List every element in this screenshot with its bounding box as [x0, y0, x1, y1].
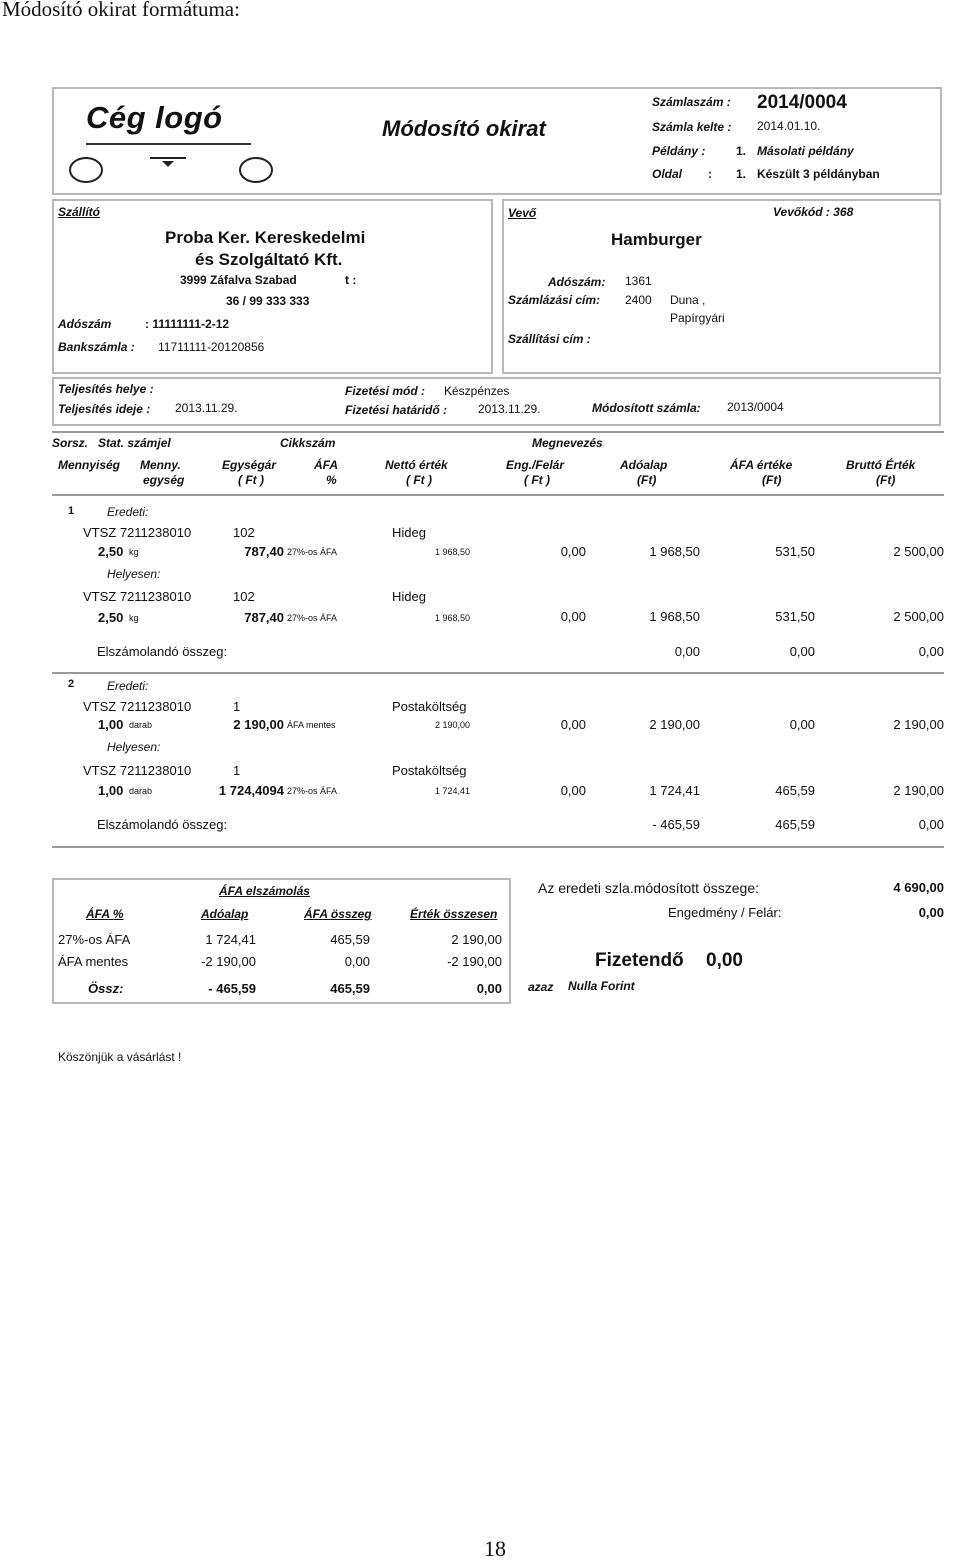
seller-tax-label: Adószám: [58, 317, 112, 331]
item-unit: kg: [129, 547, 139, 557]
item-tax-base: 2 190,00: [649, 717, 700, 732]
invoice-number: 2014/0004: [757, 92, 847, 113]
col-cikkszam: Cikkszám: [280, 436, 336, 450]
table-header-bottom-rule: [52, 494, 944, 496]
vat-row-base: -2 190,00: [201, 954, 256, 969]
col-sorsz: Sorsz.: [52, 436, 89, 450]
document-title: Módosító okirat: [382, 116, 546, 141]
item-cikkszam: 1: [233, 763, 241, 778]
vat-summary-title: ÁFA elszámolás: [219, 884, 310, 898]
vat-row-total: 2 190,00: [451, 932, 502, 947]
company-logo: Cég logó: [86, 100, 223, 135]
seller-bank-account: 11711111-20120856: [158, 340, 265, 354]
vat-row-total: -2 190,00: [447, 954, 502, 969]
seller-phone: 36 / 99 333 333: [226, 294, 310, 308]
vat-sum-amount: 465,59: [330, 981, 370, 996]
payable-label: Fizetendő: [595, 950, 684, 971]
discount-value: 0,00: [918, 905, 944, 920]
item-unit: darab: [129, 720, 153, 730]
col-menny-1: Menny.: [140, 458, 181, 472]
seller-name-1: Proba Ker. Kereskedelmi: [165, 228, 366, 247]
item-correct-label: Helyesen:: [107, 567, 161, 581]
item-settlement-gross: 0,00: [918, 644, 944, 659]
col-brutto-1: Bruttó Érték: [846, 458, 916, 472]
buyer-label: Vevő: [508, 206, 537, 220]
buyer-billing-city: Duna ,: [670, 293, 706, 307]
item-gross: 2 190,00: [893, 717, 944, 732]
item-correct-label: Helyesen:: [107, 740, 161, 754]
col-afa-2: %: [326, 473, 337, 487]
item-cikkszam: 102: [233, 589, 255, 604]
copy-text: Másolati példány: [757, 144, 854, 158]
vat-row-rate: ÁFA mentes: [58, 954, 129, 969]
item-vat-rate: 27%-os ÁFA: [287, 613, 338, 623]
copy-number: 1.: [736, 144, 747, 158]
item-divider: [52, 672, 944, 674]
item-quantity: 1,00: [98, 717, 124, 732]
item-quantity: 2,50: [98, 544, 124, 559]
item-unit-price: 787,40: [244, 610, 284, 625]
page-number-value: 1.: [736, 167, 747, 181]
col-mennyiseg: Mennyiség: [58, 458, 121, 472]
item-gross: 2 500,00: [893, 544, 944, 559]
vat-row-rate: 27%-os ÁFA: [58, 932, 131, 947]
item-discount: 0,00: [560, 783, 586, 798]
col-netto-1: Nettó érték: [385, 458, 448, 472]
seller-label: Szállító: [58, 205, 101, 219]
page-heading: Módosító okirat formátuma:: [2, 0, 240, 21]
col-afaertek-2: (Ft): [762, 473, 782, 487]
discount-label: Engedmény / Felár:: [668, 905, 782, 920]
item-settlement-vat: 0,00: [789, 644, 815, 659]
item-vat-amount: 0,00: [789, 717, 815, 732]
seller-phone-label: t :: [345, 273, 357, 287]
table-header-top-rule: [52, 431, 944, 433]
buyer-billing-zip: 2400: [625, 293, 652, 307]
item-quantity: 1,00: [98, 783, 124, 798]
item-original-label: Eredeti:: [107, 679, 149, 693]
item-vat-amount: 531,50: [775, 544, 815, 559]
col-brutto-2: (Ft): [876, 473, 896, 487]
seller-tax-number: : 11111111-2-12: [145, 317, 230, 331]
item-unit-price: 2 190,00: [233, 717, 284, 732]
col-megnevezes: Megnevezés: [532, 436, 603, 450]
item-vtsz: VTSZ 7211238010: [83, 525, 192, 540]
logo-decoration: [66, 148, 276, 188]
item-gross: 2 190,00: [893, 783, 944, 798]
vat-sum-base: - 465,59: [208, 981, 256, 996]
item-vat-rate: ÁFA mentes: [287, 720, 336, 730]
item-cikkszam: 102: [233, 525, 255, 540]
item-vat-amount: 531,50: [775, 609, 815, 624]
col-menny-2: egység: [143, 473, 185, 487]
item-gross: 2 500,00: [893, 609, 944, 624]
item-tax-base: 1 724,41: [649, 783, 700, 798]
item-settlement-label: Elszámolandó összeg:: [97, 817, 228, 832]
item-unit: darab: [129, 786, 153, 796]
col-egysegar-2: ( Ft ): [238, 473, 264, 487]
buyer-billing-street: Papírgyári: [670, 311, 725, 325]
buyer-name: Hamburger: [611, 230, 702, 249]
item-settlement-vat: 465,59: [775, 817, 815, 832]
item-vat-amount: 465,59: [775, 783, 815, 798]
buyer-tax-label: Adószám:: [548, 275, 606, 289]
item-vtsz: VTSZ 7211238010: [83, 699, 192, 714]
col-eng-1: Eng./Felár: [506, 458, 565, 472]
fulfillment-date-label: Teljesítés ideje :: [58, 402, 151, 416]
fulfillment-date: 2013.11.29.: [175, 401, 238, 415]
item-tax-base: 1 968,50: [649, 609, 700, 624]
col-egysegar-1: Egységár: [222, 458, 277, 472]
payment-due-label: Fizetési határidő :: [345, 403, 448, 417]
vat-sum-label: Össz:: [88, 981, 124, 996]
vat-row-amount: 465,59: [330, 932, 370, 947]
item-net: 1 968,50: [434, 547, 470, 557]
item-settlement-gross: 0,00: [918, 817, 944, 832]
col-eng-2: ( Ft ): [524, 473, 550, 487]
invoice-number-label: Számlaszám :: [652, 95, 731, 109]
in-words-amount: Nulla Forint: [568, 979, 635, 993]
logo-line: [86, 143, 251, 145]
buyer-code: Vevőkód : 368: [773, 205, 854, 219]
item-megnevezes: Hideg: [392, 589, 426, 604]
payment-method-label: Fizetési mód :: [345, 384, 426, 398]
item-quantity: 2,50: [98, 610, 124, 625]
fulfillment-place-label: Teljesítés helye :: [58, 382, 154, 396]
vat-row-base: 1 724,41: [205, 932, 256, 947]
item-net: 1 724,41: [434, 786, 470, 796]
item-vat-rate: 27%-os ÁFA: [287, 786, 338, 796]
col-afaertek-1: ÁFA értéke: [730, 458, 793, 472]
vat-sum-total: 0,00: [476, 981, 502, 996]
seller-bank-label: Bankszámla :: [58, 340, 135, 354]
vat-col-total: Érték összesen: [410, 907, 498, 921]
payment-due: 2013.11.29.: [478, 402, 541, 416]
vat-col-base: Adóalap: [201, 907, 249, 921]
buyer-shipping-label: Szállítási cím :: [508, 332, 591, 346]
item-megnevezes: Postaköltség: [392, 699, 467, 714]
invoice-date: 2014.01.10.: [757, 119, 821, 133]
col-netto-2: ( Ft ): [406, 473, 432, 487]
copy-label: Példány :: [652, 144, 706, 158]
item-vat-rate: 27%-os ÁFA: [287, 547, 338, 557]
item-settlement-tax-base: - 465,59: [652, 817, 700, 832]
item-original-label: Eredeti:: [107, 505, 149, 519]
item-unit-price: 787,40: [244, 544, 284, 559]
item-net: 2 190,00: [434, 720, 470, 730]
item-discount: 0,00: [560, 717, 586, 732]
vat-col-rate: ÁFA %: [86, 907, 124, 921]
invoice-date-label: Számla kelte :: [652, 120, 732, 134]
modified-total: 4 690,00: [893, 880, 944, 895]
modified-invoice-label: Módosított számla:: [592, 401, 701, 415]
page-number: 18: [484, 1536, 506, 1561]
item-megnevezes: Postaköltség: [392, 763, 467, 778]
page-label-colon: :: [708, 167, 712, 181]
items-end-rule: [52, 846, 944, 848]
buyer-billing-label: Számlázási cím:: [508, 293, 601, 307]
seller-name-2: és Szolgáltató Kft.: [195, 250, 343, 269]
buyer-tax-number: 1361: [625, 274, 652, 288]
item-discount: 0,00: [560, 544, 586, 559]
payment-method: Készpénzes: [444, 384, 510, 398]
in-words-label: azaz: [528, 980, 554, 994]
modified-total-label: Az eredeti szla.módosított összege:: [538, 880, 759, 896]
payable-amount: 0,00: [706, 950, 743, 971]
item-vtsz: VTSZ 7211238010: [83, 763, 192, 778]
item-vtsz: VTSZ 7211238010: [83, 589, 192, 604]
vat-col-amount: ÁFA összeg: [304, 907, 372, 921]
thank-you-note: Köszönjük a vásárlást !: [58, 1050, 182, 1064]
item-settlement-tax-base: 0,00: [674, 644, 700, 659]
col-afa-1: ÁFA: [314, 458, 338, 472]
col-stat: Stat. számjel: [98, 436, 171, 450]
item-megnevezes: Hideg: [392, 525, 426, 540]
item-unit-price: 1 724,4094: [218, 783, 284, 798]
modified-invoice: 2013/0004: [727, 400, 784, 414]
col-adoalap-1: Adóalap: [620, 458, 668, 472]
item-unit: kg: [129, 613, 139, 623]
item-cikkszam: 1: [233, 699, 241, 714]
page-label: Oldal: [652, 167, 683, 181]
item-number: 1: [68, 505, 75, 517]
item-discount: 0,00: [560, 609, 586, 624]
seller-address: 3999 Záfalva Szabad: [180, 273, 297, 287]
item-settlement-label: Elszámolandó összeg:: [97, 644, 228, 659]
item-tax-base: 1 968,50: [649, 544, 700, 559]
copies-made: Készült 3 példányban: [757, 167, 880, 181]
vat-row-amount: 0,00: [344, 954, 370, 969]
item-number: 2: [68, 678, 75, 690]
item-net: 1 968,50: [434, 613, 470, 623]
col-adoalap-2: (Ft): [637, 473, 657, 487]
